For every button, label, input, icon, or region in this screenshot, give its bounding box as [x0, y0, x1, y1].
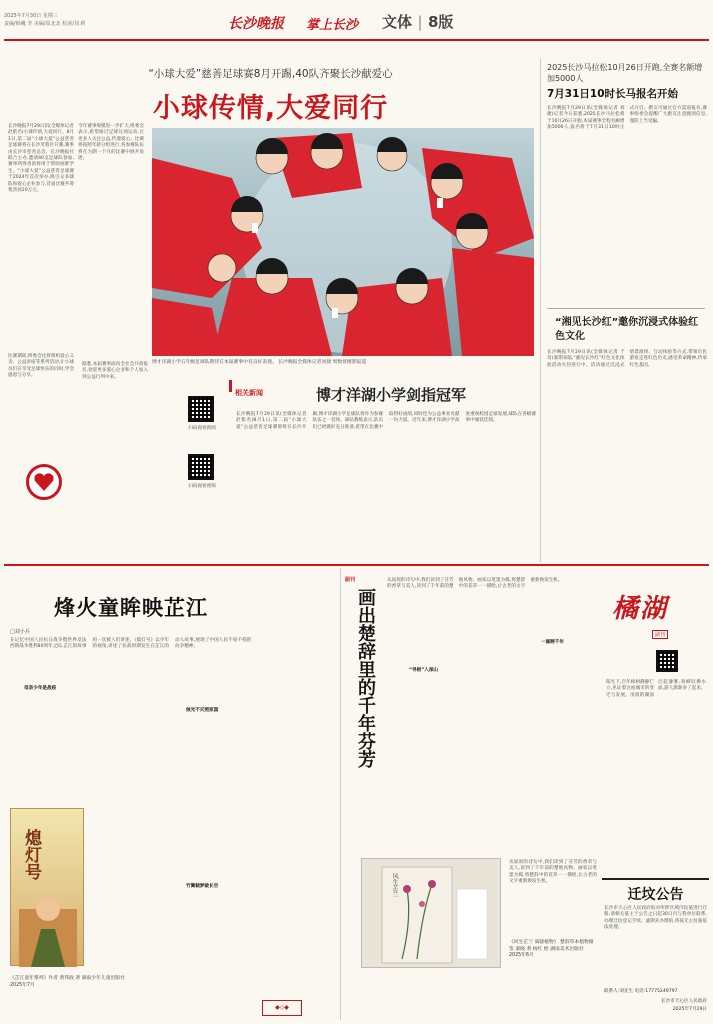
- essay-book-caption: 《风生芷兰 离骚植物》 楚辞草本植物图鉴 秦晓 著 杨红 绘 湖南美术出版社 2025年6月: [509, 940, 594, 958]
- lead-body-col4: 据悉,本届赛事面向全社会开放报名,欢迎更多爱心企业和个人加入到公益行列中来。: [82, 362, 148, 380]
- column-story: [602, 568, 709, 876]
- date-line: 2025年7月30日 星期三: [4, 13, 58, 19]
- notice-box: [602, 878, 709, 1020]
- notice-date: 2025年7月29日: [672, 1007, 707, 1012]
- orchid-illustration: [362, 859, 502, 969]
- sidebar-divider: [547, 308, 705, 309]
- sidebar-sub-headline: “湘见长沙红”邀你沉浸式体验红色文化: [555, 317, 699, 342]
- qr-code-video[interactable]: [188, 454, 214, 480]
- related-label-text: 相关新闻: [235, 389, 263, 397]
- sidebar: [540, 58, 709, 562]
- stamp-illustration: [262, 1000, 302, 1016]
- masthead: [0, 0, 713, 44]
- ad-badge: [26, 464, 62, 500]
- feature-subhead3: 竹篱载梦破长空: [186, 884, 219, 889]
- book-title-feature: 熄灯号: [21, 829, 41, 880]
- page-label: 文体 | 8版: [382, 13, 454, 31]
- essay-subhead1: “寻根”入深山: [409, 668, 439, 673]
- lead-photo: [152, 128, 534, 356]
- related-headline: 博才洋湖小学剑指冠军: [315, 386, 466, 404]
- notice-contact: 联系人:刘先生 电话:17775249797: [604, 989, 678, 994]
- book-title-essay: 风生芷兰: [391, 873, 398, 897]
- essay-headline: 画出楚辞里的千年芬芳: [355, 588, 376, 768]
- notice-footer: 长沙市天心区人民政府: [661, 999, 707, 1004]
- column-logo-sub: 副刊: [652, 630, 668, 639]
- column-logo: 橘湖: [612, 594, 669, 624]
- stamp-icon: ◆◇◆: [275, 1004, 289, 1011]
- essay-story: [340, 568, 600, 1020]
- editors-line: 责编/韩巍 李 美编/周北北 校读/刘 莉: [4, 21, 86, 27]
- column-body: 阳光下,百年樟树静静伫立,见证着这座城市的变迁与发展。清晨的湖面泛起薄雾,垂柳轻拂水面,游人渐渐多了起来。: [606, 680, 706, 698]
- page-number: 8版: [427, 13, 454, 31]
- notice-body: 长沙市天心区人民政府拟对所涉区域内坟墓进行迁移,请相关墓主于公告之日起30日内与我单位联系,办理迁坟登记手续。逾期未办理的,将按无主坟墓依法处理。: [604, 906, 707, 931]
- qr-video-label: 扫码观看视频: [188, 484, 216, 489]
- essay-body-tail: 从屈原的诗句中,我们读到了芬芳的香草与美人,读到了千年前的楚地风物。画家以笔墨为媒,将楚辞中的花草一一描绘,让古老的文字重新焕发生机。: [509, 860, 597, 885]
- feature-headline: 烽火童眸映芷江: [54, 596, 208, 620]
- feature-body: 在记忆中国人民抗日战争暨世界反法西斯战争胜利80周年之际,芷江的故事再一次被人们讲述。《熄灯号》以少年的视角,讲述了抗战时期发生在芷江的动人故事,展现了中国人民不屈不挠的抗争精神。: [10, 638, 252, 650]
- lead-kicker: “小球大爱”慈善足球赛8月开踢,40队齐聚长沙献爱心: [148, 68, 393, 80]
- notice-title: 迁坟公告: [627, 887, 684, 903]
- qr-code-column[interactable]: [656, 650, 678, 672]
- essay-body: 从屈原的诗句中,我们读到了芬芳的香草与美人,读到了千年前的楚地风物。画家以笔墨为媒,将楚辞中的花草一一描绘,让古老的文字重新焕发生机。: [387, 578, 563, 590]
- lead-body-col3: 比赛期间,组委会还将组织爱心义卖、公益讲座等系列活动,让小球员们在享受足球快乐的同时,学会感恩与分享。: [8, 354, 74, 379]
- lead-body-col1: 长沙晚报7月29日讯(全媒体记者 赵紫名)小球传情,大爱同行。8月1日,第二届“小球大爱”公益慈善足球赛将在长沙芙蓉区开赛,赛事由长沙市慈善总会、长沙晚报社联合主办,邀请40支足球队参加,赛事所得善款将用于帮助困难学生。“小球大爱”公益慈善足球赛于2024年首次举办,吸引众多球队和爱心企业参与,首届比赛共筹集善款20万元。: [8, 124, 74, 194]
- sidebar-sub-body: 长沙晚报7月29日讯(全媒体记者 于奇)暑期来临,“湘见长沙红”红色文化体验活动火热进行中。活动通过沉浸式情景演绎、互动体验等方式,带领市民游客走进红色历史,感受革命精神,传承红色基因。: [547, 350, 707, 368]
- feature-story: [4, 568, 338, 1020]
- lead-headline: 小球传情,大爱同行: [152, 93, 389, 124]
- essay-subhead2: 一画跨千年: [541, 640, 564, 645]
- feature-subhead1: 母亲少年是战疫: [24, 686, 57, 691]
- feature-subhead2: 烛光不灭照家国: [186, 708, 219, 713]
- feature-byline: □刘小兵: [10, 629, 30, 635]
- sidebar-body: 长沙晚报7月29日讯(全媒体记者 刘捷)记者今日获悉,2025长沙马拉松将于10月26日开跑,本届赛事全程名额增加5000人,报名将于7月31日10时正式开启。跑友可通过官方渠道报名,赛事组委会提醒广大跑友注意甄别信息,谨防上当受骗。: [547, 106, 707, 131]
- masthead-rule: [4, 39, 709, 41]
- book-cover-essay: [361, 858, 501, 968]
- qr-code-news[interactable]: [188, 396, 214, 422]
- related-body: 长沙晚报7月29日讯(全媒体记者 赵紫名)8月1日,第二届“小球大爱”公益慈善足球赛即将在长沙开踢,博才洋湖小学足球队将作为参赛队伍之一登场。球队教练表示,队员们已经做好充分准备,希望在比赛中取得好成绩,同时也为公益事业贡献一份力量。近年来,博才洋湖小学高度重视校园足球发展,球队在各级赛事中屡获佳绩。: [236, 412, 536, 430]
- essay-series: 副刊: [345, 577, 356, 583]
- lead-body-col2: 今年赛事规模进一步扩大,组委会表示,希望通过足球这项运动,让更多人关注公益,传递爱心。比赛将按照年龄分组进行,各参赛队伍将在为期一个月的比赛中展开角逐。: [78, 124, 144, 162]
- page-section: 文体: [382, 13, 413, 31]
- qr-news-label: 扫码观看新闻: [188, 426, 216, 431]
- lead-story: [4, 44, 537, 562]
- book-cover-feature: [10, 808, 84, 966]
- sidebar-kicker: 2025长沙马拉松10月26日开跑,全赛名额增加5000人: [547, 63, 703, 83]
- lead-photo-caption: 博才洋湖小学五年级足球队期待在本届赛事中有良好表现。 长沙晚报全媒体记者刘捷 周数督摄影报道: [152, 360, 367, 365]
- heart-icon: [29, 467, 59, 497]
- paper-name: 长沙晚报: [228, 16, 284, 32]
- feature-book-caption: 《芷江童年系列》作者 黄邦政 著 湖南少年儿童出版社 2025年7月: [10, 976, 125, 988]
- paper-logo: [228, 13, 284, 33]
- sidebar-headline: 7月31日10时长马报名开始: [547, 88, 679, 100]
- football-team-photo: [152, 128, 534, 356]
- section-rule: [4, 564, 709, 566]
- section-brand: 掌上长沙: [306, 18, 359, 33]
- soldier-illustration: [11, 889, 85, 967]
